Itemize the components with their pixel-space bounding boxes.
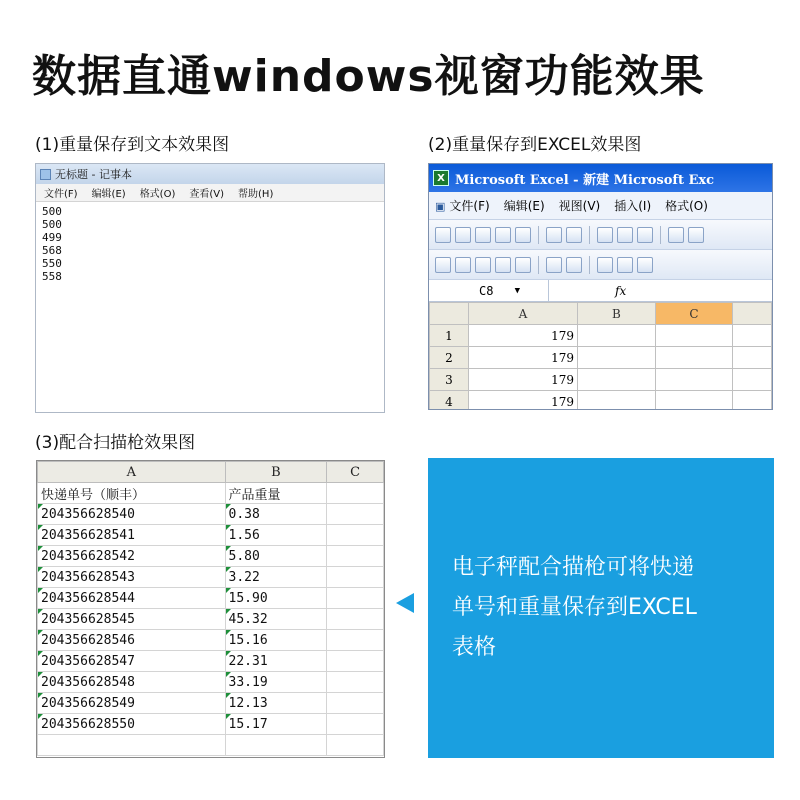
- info-line: 表格: [452, 635, 497, 660]
- scanner-sheet-grid: [37, 461, 384, 756]
- text-number-flag-icon: [226, 588, 231, 593]
- excel-formula-bar: [429, 280, 772, 302]
- row-header[interactable]: 3: [430, 369, 469, 391]
- weight-value: 12.13: [228, 695, 268, 711]
- cell[interactable]: 179: [468, 391, 577, 411]
- tracking-number-cell[interactable]: [38, 609, 226, 630]
- cell[interactable]: [327, 525, 384, 546]
- tracking-number: 204356628542: [41, 548, 135, 564]
- paste-icon[interactable]: [637, 227, 653, 243]
- save-icon[interactable]: [475, 227, 491, 243]
- row-header[interactable]: 1: [430, 325, 469, 347]
- tracking-number-cell[interactable]: [38, 525, 226, 546]
- table-row: [38, 630, 384, 651]
- text-number-flag-icon: [226, 609, 231, 614]
- review-icon[interactable]: [495, 257, 511, 273]
- weight-cell[interactable]: [225, 672, 327, 693]
- reject-icon[interactable]: [566, 257, 582, 273]
- scanner-sheet: [36, 460, 385, 758]
- table-row: [38, 693, 384, 714]
- tracking-number: 204356628545: [41, 611, 135, 627]
- excel-menu-edit[interactable]: 编辑(E): [503, 199, 545, 213]
- cell[interactable]: [38, 735, 226, 756]
- new-file-icon[interactable]: [435, 227, 451, 243]
- cell[interactable]: [327, 693, 384, 714]
- track-changes-icon[interactable]: [546, 257, 562, 273]
- tracking-number: 204356628550: [41, 716, 135, 732]
- cell[interactable]: 179: [468, 347, 577, 369]
- undo-icon[interactable]: [668, 227, 684, 243]
- cell[interactable]: [655, 325, 733, 347]
- row-header[interactable]: 4: [430, 391, 469, 411]
- text-number-flag-icon: [226, 546, 231, 551]
- cell[interactable]: [578, 347, 656, 369]
- tracking-number: 204356628541: [41, 527, 135, 543]
- table-row: [38, 714, 384, 735]
- cell[interactable]: [327, 672, 384, 693]
- table-row: [430, 325, 772, 347]
- weight-cell[interactable]: [225, 630, 327, 651]
- toolbar-separator: [660, 226, 661, 244]
- reply-icon[interactable]: [455, 257, 471, 273]
- table-row: [430, 369, 772, 391]
- table-row: [430, 391, 772, 411]
- weight-cell[interactable]: [225, 609, 327, 630]
- toolbar-separator: [589, 256, 590, 274]
- open-folder-icon[interactable]: [455, 227, 471, 243]
- fx-icon[interactable]: fx: [615, 283, 627, 298]
- table-row: [38, 567, 384, 588]
- merge-icon[interactable]: [617, 257, 633, 273]
- table-row: [38, 504, 384, 525]
- cell[interactable]: [578, 325, 656, 347]
- excel-menu-insert[interactable]: 插入(I): [614, 199, 652, 213]
- text-number-flag-icon: [38, 567, 43, 572]
- cell[interactable]: [733, 391, 772, 411]
- cell[interactable]: [327, 504, 384, 525]
- weight-cell[interactable]: [225, 714, 327, 735]
- tracking-number-cell[interactable]: [38, 630, 226, 651]
- hyperlink-icon[interactable]: [688, 227, 704, 243]
- cell[interactable]: [327, 483, 384, 504]
- pointer-arrow-icon: [396, 593, 414, 613]
- cell[interactable]: [655, 369, 733, 391]
- weight-value: 15.90: [228, 590, 268, 606]
- notepad-line: 500: [42, 205, 62, 218]
- text-number-flag-icon: [226, 525, 231, 530]
- column-header-d[interactable]: [733, 303, 772, 325]
- notepad-line: 499: [42, 231, 62, 244]
- table-row: [430, 347, 772, 369]
- weight-cell[interactable]: [225, 693, 327, 714]
- tracking-number: 204356628548: [41, 674, 135, 690]
- weight-cell[interactable]: [225, 504, 327, 525]
- notepad-menu-format[interactable]: 格式(O): [139, 189, 176, 200]
- table-row: [38, 546, 384, 567]
- column-header-c[interactable]: C: [655, 303, 733, 325]
- scanner-caption: (3)配合扫描枪效果图: [35, 433, 196, 453]
- text-number-flag-icon: [38, 672, 43, 677]
- excel-menu-format[interactable]: 格式(O): [665, 199, 708, 213]
- comment-icon[interactable]: [515, 257, 531, 273]
- weight-value: 3.22: [228, 569, 260, 585]
- text-number-flag-icon: [38, 546, 43, 551]
- table-row: [38, 588, 384, 609]
- excel-menu-file[interactable]: ▣ 文件(F): [435, 197, 490, 214]
- excel-caption: (2)重量保存到EXCEL效果图: [428, 135, 642, 155]
- cell[interactable]: [327, 651, 384, 672]
- header-cell-tracking-number[interactable]: 快递单号（顺丰）: [38, 483, 226, 504]
- compare-icon[interactable]: [597, 257, 613, 273]
- weight-value: 15.16: [228, 632, 268, 648]
- header-cell-weight[interactable]: 产品重量: [225, 483, 327, 504]
- cell[interactable]: [327, 714, 384, 735]
- cell[interactable]: [225, 735, 327, 756]
- text-number-flag-icon: [226, 693, 231, 698]
- cell[interactable]: [655, 347, 733, 369]
- column-header-a[interactable]: A: [468, 303, 577, 325]
- cell[interactable]: [578, 369, 656, 391]
- toolbar-separator: [589, 226, 590, 244]
- weight-value: 22.31: [228, 653, 268, 669]
- forward-icon[interactable]: [475, 257, 491, 273]
- cell[interactable]: [733, 347, 772, 369]
- info-panel: [428, 458, 774, 758]
- column-header-a[interactable]: A: [38, 462, 226, 483]
- notepad-menu-help[interactable]: 帮助(H): [238, 189, 274, 200]
- cell[interactable]: [327, 609, 384, 630]
- info-panel-text: [428, 548, 721, 668]
- excel-standard-toolbar: [429, 220, 772, 250]
- table-row: [38, 735, 384, 756]
- excel-menu-view[interactable]: 视图(V): [558, 199, 601, 213]
- notepad-titlebar: [36, 164, 384, 184]
- weight-value: 15.17: [228, 716, 268, 732]
- notepad-text-area[interactable]: [36, 202, 384, 286]
- notepad-caption: (1)重量保存到文本效果图: [35, 135, 230, 155]
- row-header[interactable]: 2: [430, 347, 469, 369]
- name-box-value: C8: [479, 283, 494, 298]
- cell[interactable]: [327, 630, 384, 651]
- text-number-flag-icon: [38, 651, 43, 656]
- text-number-flag-icon: [38, 630, 43, 635]
- cell[interactable]: [733, 325, 772, 347]
- excel-review-toolbar: [429, 250, 772, 280]
- tracking-number-cell[interactable]: [38, 672, 226, 693]
- cell[interactable]: 179: [468, 325, 577, 347]
- weight-value: 45.32: [228, 611, 268, 627]
- notepad-line: 500: [42, 218, 62, 231]
- excel-menu-bar: [429, 192, 772, 220]
- folder-icon[interactable]: [435, 257, 451, 273]
- tracking-number: 204356628543: [41, 569, 135, 585]
- cell[interactable]: [327, 735, 384, 756]
- tracking-number-cell[interactable]: [38, 693, 226, 714]
- excel-titlebar: [429, 164, 772, 192]
- end-review-icon[interactable]: [637, 257, 653, 273]
- table-row: [38, 483, 384, 504]
- weight-cell[interactable]: [225, 588, 327, 609]
- column-header-b[interactable]: B: [225, 462, 327, 483]
- notepad-menu-view[interactable]: 查看(V): [189, 189, 225, 200]
- text-number-flag-icon: [38, 504, 43, 509]
- toolbar-separator: [538, 226, 539, 244]
- cell[interactable]: 179: [468, 369, 577, 391]
- column-header-c[interactable]: C: [327, 462, 384, 483]
- notepad-title: 无标题 - 记事本: [55, 168, 132, 181]
- cell[interactable]: [327, 546, 384, 567]
- tracking-number-cell[interactable]: [38, 588, 226, 609]
- text-number-flag-icon: [38, 714, 43, 719]
- weight-cell[interactable]: [225, 525, 327, 546]
- page-title: 数据直通windows视窗功能效果: [32, 51, 705, 102]
- excel-sheet-grid: [429, 302, 772, 410]
- notepad-window: [35, 163, 385, 413]
- notepad-menu-bar: [36, 184, 384, 202]
- tracking-number-cell[interactable]: [38, 651, 226, 672]
- cell[interactable]: [733, 369, 772, 391]
- name-box[interactable]: [429, 280, 549, 301]
- notepad-line: 568: [42, 244, 62, 257]
- table-row: [38, 609, 384, 630]
- text-number-flag-icon: [226, 630, 231, 635]
- text-number-flag-icon: [226, 567, 231, 572]
- tracking-number-cell[interactable]: [38, 567, 226, 588]
- cell[interactable]: [327, 588, 384, 609]
- excel-app-icon: X: [433, 170, 449, 186]
- text-number-flag-icon: [38, 588, 43, 593]
- weight-value: 0.38: [228, 506, 260, 522]
- copy-icon[interactable]: [617, 227, 633, 243]
- cell[interactable]: [327, 567, 384, 588]
- table-row: [38, 651, 384, 672]
- toolbar-separator: [538, 256, 539, 274]
- tracking-number: 204356628547: [41, 653, 135, 669]
- notepad-menu-file[interactable]: 文件(F): [44, 189, 78, 200]
- cell[interactable]: [578, 391, 656, 411]
- tracking-number: 204356628546: [41, 632, 135, 648]
- text-number-flag-icon: [226, 504, 231, 509]
- notepad-menu-edit[interactable]: 编辑(E): [91, 189, 126, 200]
- print-icon[interactable]: [546, 227, 562, 243]
- tracking-number: 204356628544: [41, 590, 135, 606]
- text-number-flag-icon: [226, 672, 231, 677]
- weight-cell[interactable]: [225, 651, 327, 672]
- text-number-flag-icon: [226, 651, 231, 656]
- permission-icon[interactable]: [495, 227, 511, 243]
- weight-value: 5.80: [228, 548, 260, 564]
- weight-cell[interactable]: [225, 546, 327, 567]
- text-number-flag-icon: [38, 693, 43, 698]
- weight-cell[interactable]: [225, 567, 327, 588]
- tracking-number: 204356628549: [41, 695, 135, 711]
- notepad-app-icon: [40, 169, 51, 180]
- tracking-number-cell[interactable]: [38, 504, 226, 525]
- weight-value: 1.56: [228, 527, 260, 543]
- info-line: 电子秤配合描枪可将快递: [452, 555, 695, 580]
- cell[interactable]: [655, 391, 733, 411]
- table-row: [38, 672, 384, 693]
- weight-value: 33.19: [228, 674, 268, 690]
- research-icon[interactable]: [597, 227, 613, 243]
- info-line: 单号和重量保存到EXCEL: [452, 595, 697, 620]
- tracking-number-cell[interactable]: [38, 546, 226, 567]
- email-icon[interactable]: [515, 227, 531, 243]
- column-header-b[interactable]: B: [578, 303, 656, 325]
- tracking-number: 204356628540: [41, 506, 135, 522]
- chevron-down-icon[interactable]: ▼: [514, 285, 520, 296]
- table-row: [38, 525, 384, 546]
- print-preview-icon[interactable]: [566, 227, 582, 243]
- text-number-flag-icon: [38, 525, 43, 530]
- notepad-line: 550: [42, 257, 62, 270]
- excel-title: Microsoft Excel - 新建 Microsoft Exc: [455, 172, 715, 188]
- notepad-line: 558: [42, 270, 62, 283]
- tracking-number-cell[interactable]: [38, 714, 226, 735]
- excel-window: [428, 163, 773, 410]
- select-all-corner[interactable]: [430, 303, 469, 325]
- text-number-flag-icon: [38, 609, 43, 614]
- text-number-flag-icon: [226, 714, 231, 719]
